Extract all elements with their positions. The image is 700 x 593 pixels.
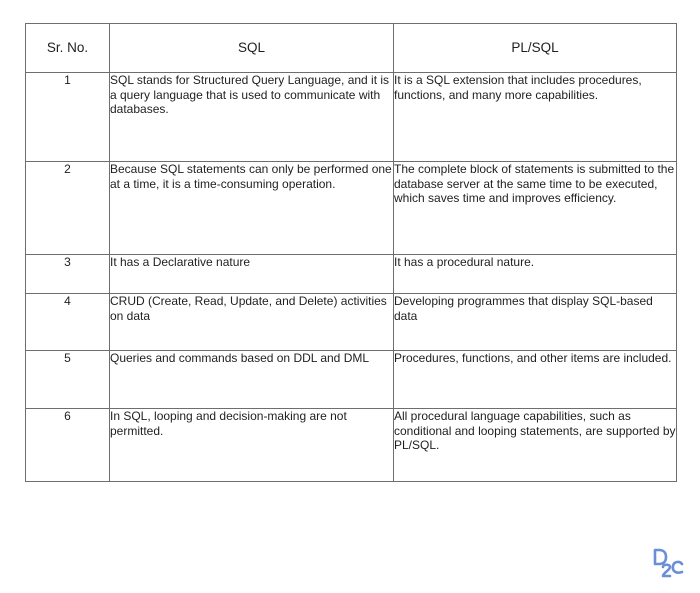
sql-cell: SQL stands for Structured Query Language, and it is a query language that is used to communicate with databases.	[110, 73, 394, 162]
table-row	[26, 351, 677, 409]
table-row	[26, 162, 677, 255]
table-row	[26, 294, 677, 351]
plsql-cell: All procedural language capabilities, such as conditional and looping statements, are supported by PL/SQL.	[394, 409, 677, 482]
table-row	[26, 73, 677, 162]
header-sr-no: Sr. No.	[26, 24, 110, 73]
row-number: 4	[26, 294, 110, 351]
sql-cell: It has a Declarative nature	[110, 255, 394, 294]
plsql-cell: Developing programmes that display SQL-based data	[394, 294, 677, 351]
header-sql: SQL	[110, 24, 394, 73]
sql-cell: CRUD (Create, Read, Update, and Delete) activities on data	[110, 294, 394, 351]
row-number: 1	[26, 73, 110, 162]
comparison-table	[25, 23, 677, 482]
sql-cell: Because SQL statements can only be performed one at a time, it is a time-consuming operation.	[110, 162, 394, 255]
sql-cell: Queries and commands based on DDL and DML	[110, 351, 394, 409]
row-number: 3	[26, 255, 110, 294]
row-number: 2	[26, 162, 110, 255]
table-row	[26, 409, 677, 482]
sql-cell: In SQL, looping and decision-making are not permitted.	[110, 409, 394, 482]
plsql-cell: It has a procedural nature.	[394, 255, 677, 294]
plsql-cell: It is a SQL extension that includes procedures, functions, and many more capabilities.	[394, 73, 677, 162]
table-row	[26, 255, 677, 294]
row-number: 5	[26, 351, 110, 409]
plsql-cell: Procedures, functions, and other items are included.	[394, 351, 677, 409]
header-plsql: PL/SQL	[394, 24, 677, 73]
d2c-logo-icon	[651, 547, 685, 581]
row-number: 6	[26, 409, 110, 482]
table-header-row	[26, 24, 677, 73]
plsql-cell: The complete block of statements is submitted to the database server at the same time to be executed, which saves time and improves efficiency.	[394, 162, 677, 255]
